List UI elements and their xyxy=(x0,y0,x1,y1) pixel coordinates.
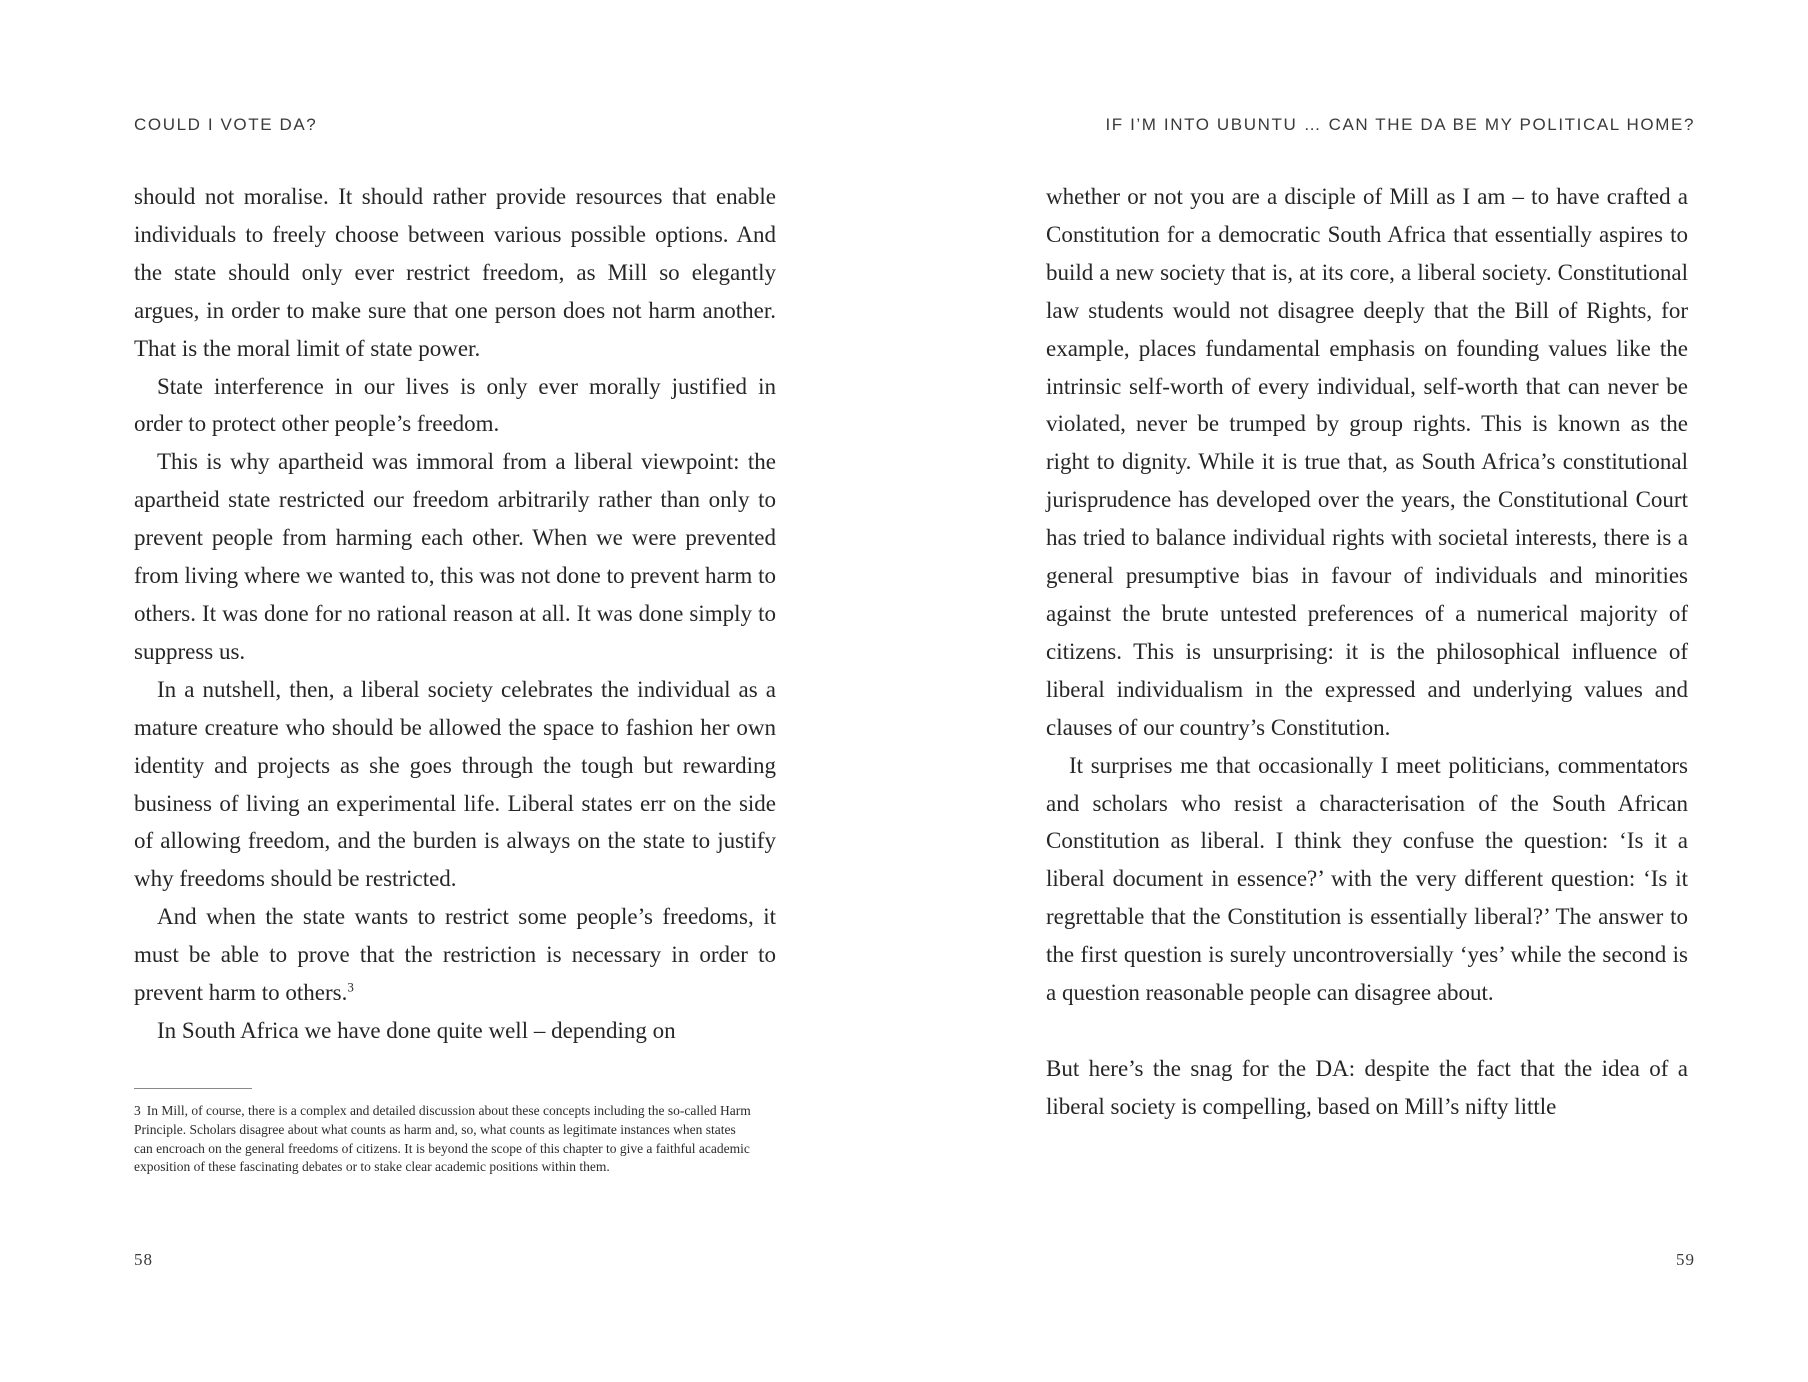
left-paragraph-6: In South Africa we have done quite well – depending on xyxy=(157,1017,676,1043)
right-paragraph-3: But here’s the snag for the DA: despite the fact that the idea of a liberal society is compelling, based on Mill’s nifty little xyxy=(1046,1055,1688,1119)
left-page-number: 58 xyxy=(134,1250,153,1269)
left-paragraph-3: This is why apartheid was immoral from a liberal viewpoint: the apartheid state restricted our freedom arbitrarily rather than only to prevent people from harming each other. When we were prevented from living where we wanted to, this was not done to prevent harm to others. It was done for no rational reason at all. It was done simply to suppress us. xyxy=(134,449,776,664)
footnote-reference-3[interactable]: 3 xyxy=(347,979,354,995)
left-body-text xyxy=(134,178,776,1050)
footnote-number: 3 xyxy=(134,1103,141,1118)
right-running-head: IF I’M INTO UBUNTU … CAN THE DA BE MY POLITICAL HOME? xyxy=(1105,115,1695,134)
footnote-divider xyxy=(134,1088,252,1089)
footnote-3 xyxy=(134,1102,756,1177)
left-paragraph-1: should not moralise. It should rather provide resources that enable individuals to freely choose between various possible options. And the state should only ever restrict freedom, as Mill so elegantly argues, in order to make sure that one person does not harm another. That is the moral limit of state power. xyxy=(134,184,776,361)
left-paragraph-5 xyxy=(134,898,776,1012)
footnote-text: In Mill, of course, there is a complex and detailed discussion about these concepts including the so-called Harm Principle. Scholars disagree about what counts as harm and, so, what counts as legitimate instances when states can encroach on the general freedoms of citizens. It is beyond the scope of this chapter to give a faithful academic exposition of these fascinating debates or to stake clear academic positions within them. xyxy=(134,1103,751,1175)
left-paragraph-2: State interference in our lives is only ever morally justified in order to protect other people’s freedom. xyxy=(134,373,776,437)
left-paragraph-5-text: And when the state wants to restrict some people’s freedoms, it must be able to prove that the restriction is necessary in order to prevent harm to others. xyxy=(134,904,776,1006)
right-page-number: 59 xyxy=(1676,1250,1695,1269)
left-running-head: COULD I VOTE DA? xyxy=(134,115,318,134)
right-paragraph-2: It surprises me that occasionally I meet politicians, commentators and scholars who resist a characterisation of the South African Constitution as liberal. I think they confuse the question: ‘Is it a liberal document in essence?’ with the very different question: ‘Is it regrettable that the Constitution is essentially liberal?’ The answer to the first question is surely uncontroversially ‘yes’ while the second is a question reasonable people can disagree about. xyxy=(1046,752,1688,1006)
left-paragraph-4: In a nutshell, then, a liberal society celebrates the individual as a mature creature who should be allowed the space to fashion her own identity and projects as she goes through the tough but rewarding business of living an experimental life. Liberal states err on the side of allowing freedom, and the burden is always on the state to justify why freedoms should be restricted. xyxy=(134,676,776,892)
right-paragraph-1: whether or not you are a disciple of Mill as I am – to have crafted a Constitution for a democratic South Africa that essentially aspires to build a new society that is, at its core, a liberal society. Constitutional law students would not disagree deeply that the Bill of Rights, for example, places fundamental emphasis on founding values like the intrinsic self-worth of every individual, self-worth that can never be violated, never be trumped by group rights. This is known as the right to dignity. While it is true that, as South Africa’s constitutional jurisprudence has developed over the years, the Constitutional Court has tried to balance individual rights with societal interests, there is a general presumptive bias in favour of individuals and minorities against the brute untested preferences of a numerical majority of citizens. This is unsurprising: it is the philosophical influence of liberal individualism in the expressed and underlying values and clauses of our country’s Constitution. xyxy=(1046,184,1688,740)
right-page xyxy=(904,0,1808,1382)
right-body-text xyxy=(1046,178,1688,1126)
